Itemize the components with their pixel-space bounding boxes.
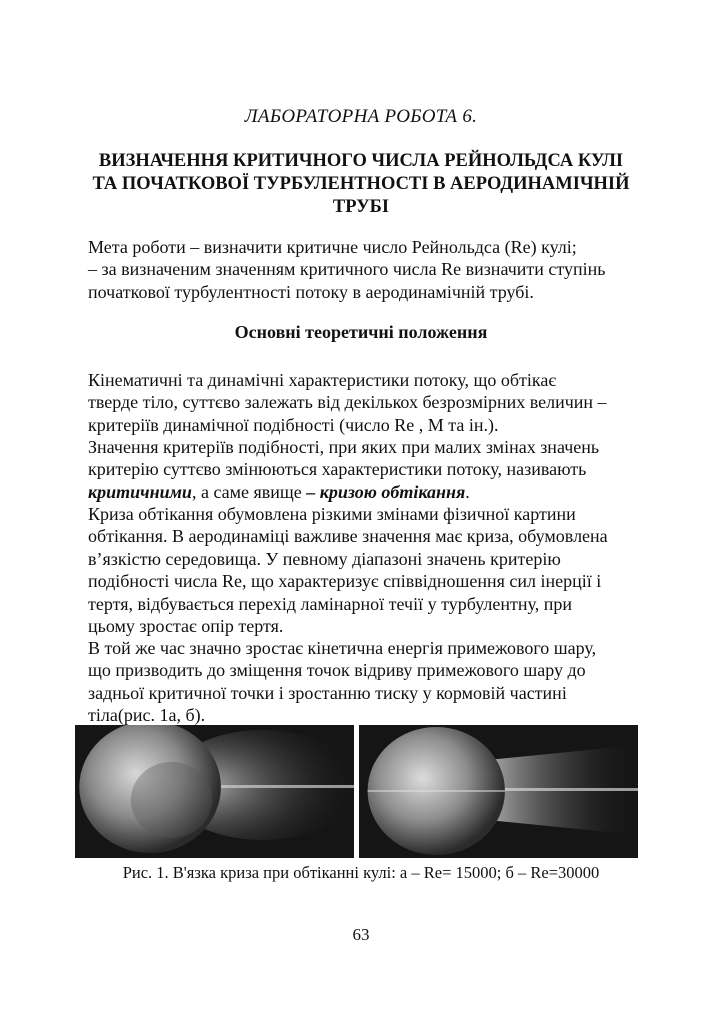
sphere-flow-b-image — [359, 725, 638, 858]
figure-images — [75, 725, 638, 858]
paragraph-1 — [88, 369, 636, 436]
paragraph-4 — [88, 637, 636, 727]
page-number: 63 — [352, 925, 370, 944]
main-title-line: ВИЗНАЧЕННЯ КРИТИЧНОГО ЧИСЛА РЕЙНОЛЬДСА КУЛІ — [98, 151, 624, 171]
paragraph-line: Кінематичні та динамічні характеристики потоку, що обтікає — [88, 370, 557, 390]
main-title-line: ТРУБІ — [332, 197, 390, 217]
main-title-line: ТА ПОЧАТКОВОЇ ТУРБУЛЕНТНОСТІ В АЕРОДИНАМІЧНІЙ — [92, 174, 630, 194]
text-fragment: , а саме явище — [191, 481, 307, 502]
main-title — [60, 150, 662, 219]
text-fragment: . — [465, 481, 470, 502]
paragraph-line: тіла(рис. 1а, б). — [88, 705, 206, 726]
paragraph-line: подібності числа Re, що характеризує співвідношення сил інерції і — [88, 571, 602, 592]
paragraph-line: В той же час значно зростає кінетична енергія примежового шару, — [88, 638, 597, 658]
paragraph-line: тертя, відбувається перехід ламінарної течії у турбулентну, при — [88, 593, 572, 614]
aim-line: – за визначеним значенням критичного числа Re визначити ступінь — [88, 259, 606, 280]
paragraph-line: цьому зростає опір тертя. — [88, 616, 284, 637]
paragraph-line: критерію суттєво змінюються характеристики потоку, називають — [88, 459, 587, 480]
section-heading: Основні теоретичні положення — [234, 322, 488, 342]
paragraph-line: Криза обтікання обумовлена різкими змінами фізичної картини — [88, 504, 576, 524]
aim-paragraph — [88, 236, 636, 303]
lab-title: ЛАБОРАТОРНА РОБОТА 6. — [244, 106, 478, 127]
figure-a-photo — [75, 725, 354, 858]
aim-line: початкової турбулентності потоку в аеродинамічній трубі. — [88, 281, 534, 302]
paragraph-3 — [88, 503, 636, 637]
term-flow-crisis: – кризою обтікання — [306, 481, 466, 502]
paragraph-line: в’язкістю середовища. У певному діапазоні значень критерію — [88, 548, 561, 569]
paragraph-line: Значення критеріїв подібності, при яких при малих змінах значень — [88, 437, 600, 457]
paragraph-2 — [88, 436, 636, 503]
paragraph-line: обтікання. В аеродинаміці важливе значення має криза, обумовлена — [88, 526, 608, 547]
paragraph-line: тверде тіло, суттєво залежать від декількох безрозмірних величин – — [88, 392, 607, 413]
sphere-flow-a-image — [75, 725, 354, 858]
aim-line: Мета роботи – визначити критичне число Рейнольдса (Re) кулі; — [88, 237, 577, 257]
figure-caption: Рис. 1. В'язка криза при обтіканні кулі: а – Re= 15000; б – Re=30000 — [122, 863, 600, 882]
paragraph-line: що призводить до зміщення точок відриву примежового шару до — [88, 660, 586, 681]
paragraph-line — [88, 481, 636, 503]
paragraph-line: критеріїв динамічної подібності (число Re , M та ін.). — [88, 414, 499, 435]
figure-b-photo — [359, 725, 638, 858]
paragraph-line: задньої критичної точки і зростанню тиску у кормовій частині — [88, 682, 567, 703]
term-critical: критичними — [88, 481, 192, 502]
